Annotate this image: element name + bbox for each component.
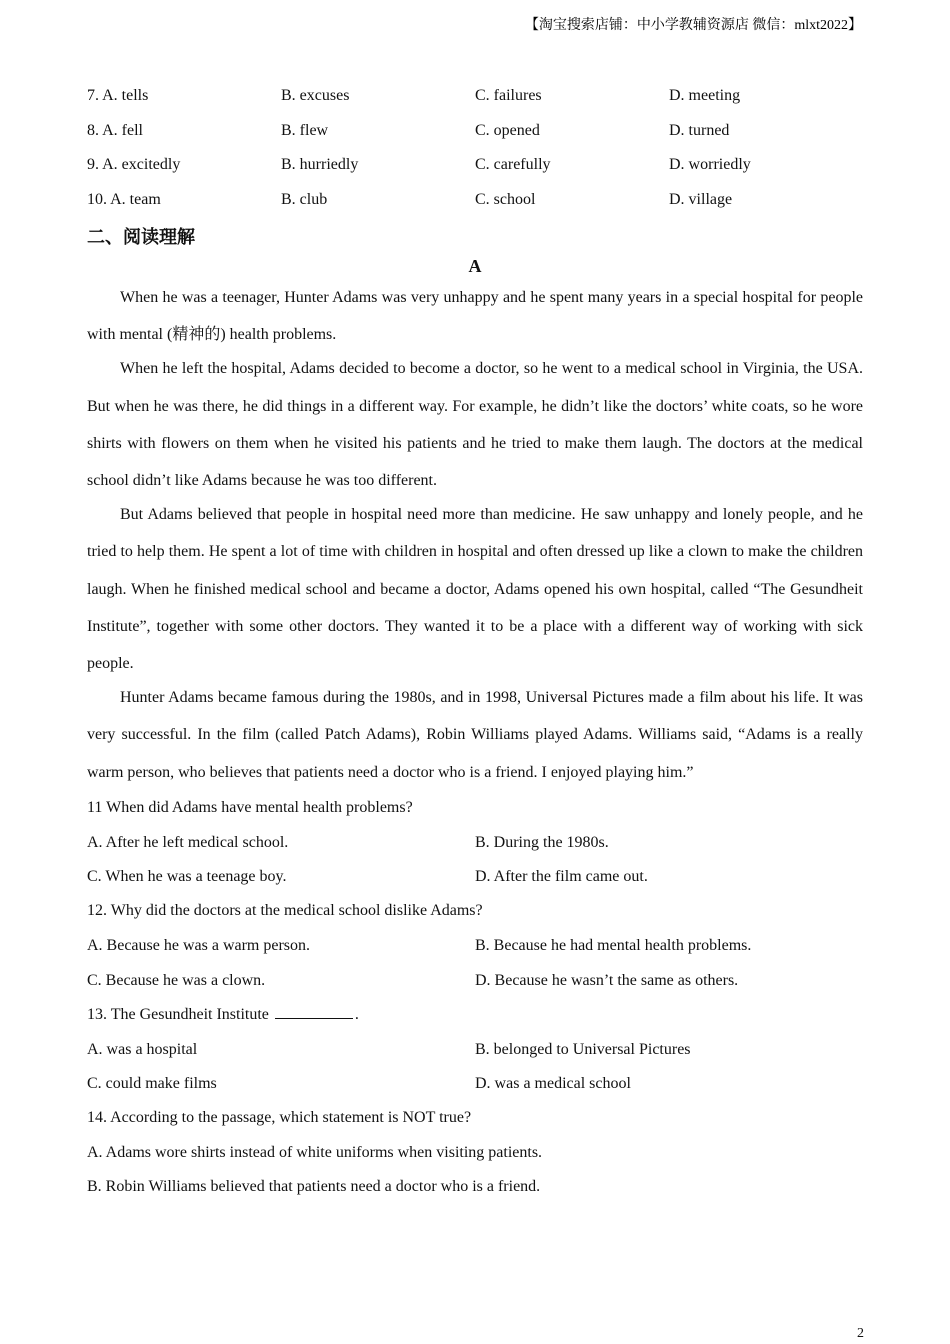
answer-blank bbox=[275, 1004, 353, 1019]
option-d: D. worriedly bbox=[669, 156, 751, 174]
answer-option-a: A. Because he was a warm person. bbox=[87, 937, 311, 955]
passage-paragraph-2: When he left the hospital, Adams decided to become a doctor, so he went to a medical school in Virginia, the USA. But when he was there, he did things in a different way. For example, he didn’t like the doctors’ white coats, so he wore shirts with flowers on them when he visited his patients and he tried to make them laugh. The doctors at the medical school didn’t like Adams because he was too different. bbox=[87, 360, 863, 490]
answer-option-d: D. After the film came out. bbox=[475, 868, 648, 886]
answer-option-b: B. Robin Williams believed that patients need a doctor who is a friend. bbox=[87, 1178, 541, 1196]
option-c: C. opened bbox=[475, 121, 540, 139]
answer-option-b: B. During the 1980s. bbox=[475, 833, 609, 851]
question-13-stem-text: 13. The Gesundheit Institute bbox=[87, 1005, 269, 1023]
cloze-option-row-9 bbox=[87, 148, 863, 183]
question-13-stem-end: . bbox=[354, 1005, 359, 1023]
question-13-options-row-1 bbox=[87, 1032, 863, 1067]
option-a: 9. A. excitedly bbox=[87, 156, 181, 174]
question-12-options-row-1 bbox=[87, 929, 863, 964]
question-11-options-row-1 bbox=[87, 825, 863, 860]
answer-option-b: B. belonged to Universal Pictures bbox=[475, 1040, 691, 1058]
option-c: C. school bbox=[475, 190, 536, 208]
cloze-option-row-7 bbox=[87, 79, 863, 114]
option-a: 8. A. fell bbox=[87, 121, 143, 139]
page-content bbox=[87, 79, 863, 1205]
option-b: B. excuses bbox=[281, 87, 350, 105]
option-b: B. flew bbox=[281, 121, 329, 139]
question-12-stem: 12. Why did the doctors at the medical school dislike Adams? bbox=[87, 902, 483, 920]
option-b: B. club bbox=[281, 190, 328, 208]
question-14-stem: 14. According to the passage, which statement is NOT true? bbox=[87, 1109, 472, 1127]
passage-paragraph-3: But Adams believed that people in hospital need more than medicine. He saw unhappy and lonely people, and he tried to help them. He spent a lot of time with children in hospital and often dressed up like a clown to make the children laugh. When he finished medical school and became a doctor, Adams opened his own hospital, called “The Gesundheit Institute”, together with some other doctors. They wanted it to be a place with a different way of working with sick people. bbox=[87, 506, 863, 673]
option-a: 10. A. team bbox=[87, 190, 161, 208]
question-13-options-row-2 bbox=[87, 1067, 863, 1102]
option-c: C. failures bbox=[475, 87, 542, 105]
page-number: 2 bbox=[857, 1326, 864, 1341]
question-13-stem bbox=[87, 998, 863, 1033]
cloze-option-row-8 bbox=[87, 114, 863, 149]
option-d: D. village bbox=[669, 190, 733, 208]
answer-option-a: A. After he left medical school. bbox=[87, 833, 289, 851]
cloze-option-row-10 bbox=[87, 183, 863, 218]
question-11-stem: 11 When did Adams have mental health problems? bbox=[87, 798, 413, 816]
answer-option-a: A. was a hospital bbox=[87, 1040, 198, 1058]
option-a: 7. A. tells bbox=[87, 87, 149, 105]
answer-option-b: B. Because he had mental health problems. bbox=[475, 937, 752, 955]
passage-title: A bbox=[468, 256, 482, 276]
passage-paragraph-1: When he was a teenager, Hunter Adams was very unhappy and he spent many years in a special hospital for people with mental (精神的) health problems. bbox=[87, 289, 863, 344]
option-d: D. meeting bbox=[669, 87, 741, 105]
answer-option-a: A. Adams wore shirts instead of white uniforms when visiting patients. bbox=[87, 1143, 543, 1161]
option-d: D. turned bbox=[669, 121, 730, 139]
option-c: C. carefully bbox=[475, 156, 551, 174]
answer-option-c: C. Because he was a clown. bbox=[87, 971, 266, 989]
answer-option-d: D. Because he wasn’t the same as others. bbox=[475, 971, 739, 989]
answer-option-d: D. was a medical school bbox=[475, 1075, 631, 1093]
section-title: 二、阅读理解 bbox=[87, 227, 195, 248]
question-11-options-row-2 bbox=[87, 860, 863, 895]
answer-option-c: C. When he was a teenage boy. bbox=[87, 868, 287, 886]
option-b: B. hurriedly bbox=[281, 156, 359, 174]
passage-paragraph-4: Hunter Adams became famous during the 1980s, and in 1998, Universal Pictures made a film about his life. It was very successful. In the film (called Patch Adams), Robin Williams played Adams. Williams said, “Adams is a really warm person, who believes that patients need a doctor who is a friend. I enjoyed playing him.” bbox=[87, 689, 863, 781]
question-12-options-row-2 bbox=[87, 963, 863, 998]
header-text: 【淘宝搜索店铺：中小学教辅资源店 微信：mlxt2022】 bbox=[524, 18, 862, 33]
answer-option-c: C. could make films bbox=[87, 1075, 217, 1093]
